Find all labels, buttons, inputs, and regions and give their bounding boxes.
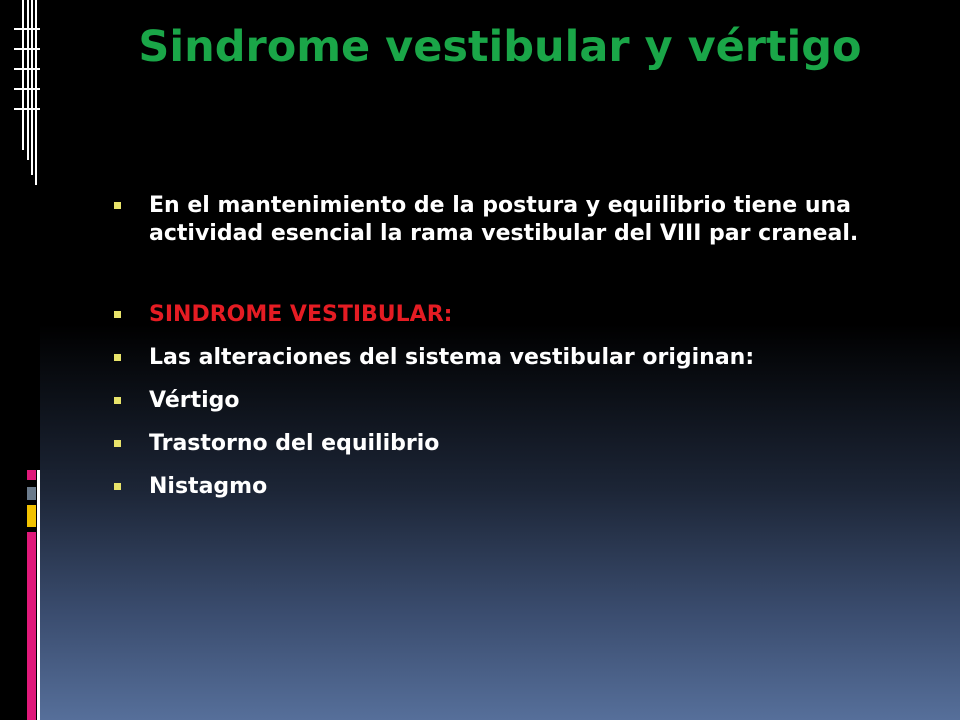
- bullet-text: En el mantenimiento de la postura y equilibrio tiene una actividad esencial la rama vestibular del VIII par craneal.: [149, 193, 859, 246]
- list-item: [112, 344, 912, 372]
- square-bullet-icon: [114, 397, 121, 404]
- left-decoration-strip: [0, 0, 40, 720]
- list-item: [112, 473, 912, 501]
- square-bullet-icon: [114, 202, 121, 209]
- bullet-text: Trastorno del equilibrio: [149, 431, 440, 456]
- list-item: [112, 301, 912, 329]
- square-bullet-icon: [114, 311, 121, 318]
- slide-title: Sindrome vestibular y vértigo: [138, 22, 862, 72]
- square-bullet-icon: [114, 354, 121, 361]
- list-item: [112, 192, 912, 248]
- bullet-list: [112, 192, 912, 501]
- list-item: [112, 430, 912, 458]
- bullet-text: Nistagmo: [149, 474, 268, 499]
- bullet-text: Las alteraciones del sistema vestibular originan:: [149, 345, 755, 370]
- square-bullet-icon: [114, 483, 121, 490]
- decorative-bars-graphic: [0, 0, 40, 720]
- bullet-text: Vértigo: [149, 388, 240, 413]
- square-bullet-icon: [114, 440, 121, 447]
- list-item: [112, 387, 912, 415]
- bullet-text-highlight: SINDROME VESTIBULAR:: [149, 302, 453, 327]
